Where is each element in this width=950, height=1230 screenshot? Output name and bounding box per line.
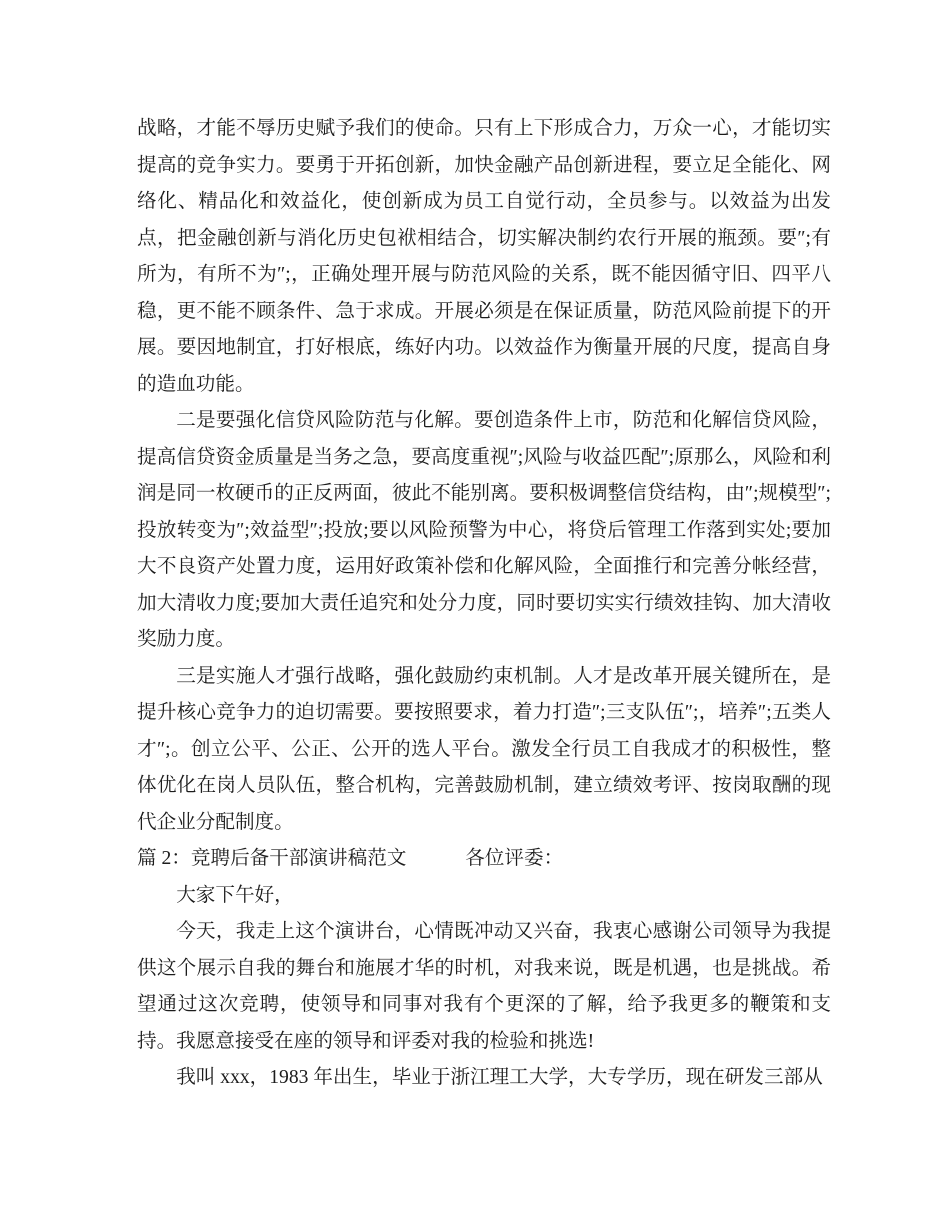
paragraph-speech-opening: 今天，我走上这个演讲台，心情既冲动又兴奋，我衷心感谢公司领导为我提供这个展示自我的舞台和施展才华的时机，对我来说，既是机遇，也是挑战。希望通过这次竞聘，使领导和同事对我有个更深的了解，给予我更多的鞭策和支持。我愿意接受在座的领导和评委对我的检验和挑选! bbox=[137, 921, 831, 1052]
paragraph-credit-risk: 二是要强化信贷风险防范与化解。要创造条件上市，防范和化解信贷风险，提高信贷资金质量是当务之急，要高度重视″;风险与收益匹配″;原那么，风险和利润是同一枚硬币的正反两面，彼此不能别离。要积极调整信贷结构，由″;规模型″;投放转变为″;效益型″;投放;要以风险预警为中心，将贷后管理工作落到实处;要加大不良资产处置力度，运用好政策补偿和化解风险，全面推行和完善分帐经营，加大清收力度;要加大责任追究和处分力度，同时要切实实行绩效挂钩、加大清收奖励力度。 bbox=[137, 410, 831, 650]
paragraph-talent-strategy: 三是实施人才强行战略，强化鼓励约束机制。人才是改革开展关键所在，是提升核心竞争力的迫切需要。要按照要求，着力打造″;三支队伍″;，培养″;五类人才″;。创立公平、公正、公开的选人平台。激发全行员工自我成才的积极性，整体优化在岗人员队伍，整合机构，完善鼓励机制，建立绩效考评、按岗取酬的现代企业分配制度。 bbox=[137, 665, 831, 833]
section-heading-part2: 篇 2：竞聘后备干部演讲稿范文 各位评委： bbox=[137, 848, 564, 869]
paragraph-self-introduction: 我叫 xxx，1983 年出生，毕业于浙江理工大学，大专学历，现在研发三部从 bbox=[176, 1067, 823, 1088]
paragraph-greeting: 大家下午好， bbox=[176, 884, 294, 906]
paragraph-strategy-continuation: 战略，才能不辱历史赋予我们的使命。只有上下形成合力，万众一心，才能切实提高的竞争实力。要勇于开拓创新，加快金融产品创新进程，要立足全能化、网络化、精品化和效益化，使创新成为员工自觉行动，全员参与。以效益为出发点，把金融创新与消化历史包袱相结合，切实解决制约农行开展的瓶颈。要″;有所为，有所不为″;，正确处理开展与防范风险的关系，既不能因循守旧、四平八稳，更不能不顾条件、急于求成。开展必须是在保证质量，防范风险前提下的开展。要因地制宜，打好根底，练好内功。以效益作为衡量开展的尺度，提高自身的造血功能。 bbox=[137, 118, 831, 395]
document-body bbox=[137, 111, 831, 1097]
